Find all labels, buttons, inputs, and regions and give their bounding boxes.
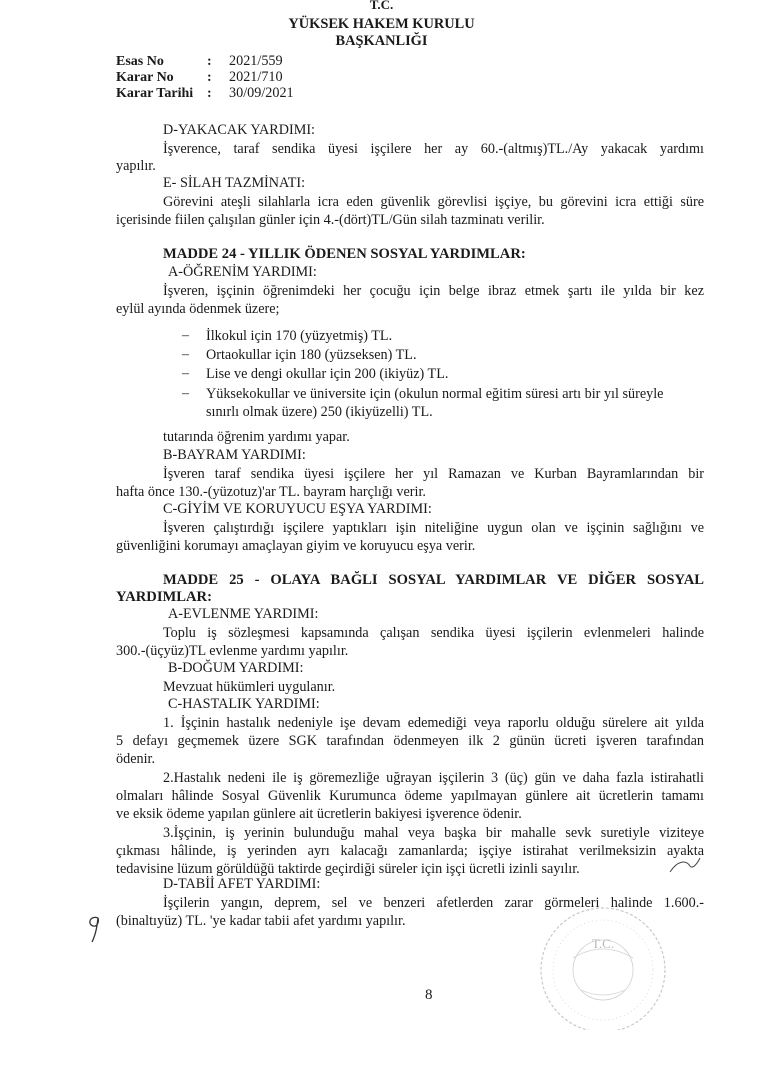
page-number: 8 (425, 987, 433, 1003)
list-item-universite-line1: Yüksekokullar ve üniversite için (okulun normal eğitim süresi artı bir yıl süreyle (206, 386, 664, 402)
madde-25-a-line2: 300.-(üçyüz)TL evlenme yardımı yapılır. (116, 643, 349, 659)
madde-24-c-line2: güvenliğini korumayı amaçlayan giyim ve koruyucu eşya verir. (116, 538, 476, 554)
list-dash: – (182, 328, 189, 343)
esas-no-value: 2021/559 (229, 53, 283, 69)
header-tc: T.C. (369, 0, 394, 10)
e-silah-line1: Görevini ateşli silahlarla icra eden güvenlik görevlisi işçiye, bu görevini icra ettiği süre (163, 194, 704, 210)
madde-25-b-line1: Mevzuat hükümleri uygulanır. (163, 679, 336, 695)
madde-25-c2-line1: 2.Hastalık nedeni ile iş göremezliğe uğrayan işçilerin 3 (üç) gün ve daha fazla istirahatli (163, 770, 704, 786)
list-dash: – (182, 366, 189, 381)
list-item-ilkokul: İlkokul için 170 (yüzyetmiş) TL. (206, 328, 393, 344)
d-yakacak-line2: yapılır. (116, 158, 156, 174)
handwritten-mark (84, 912, 106, 946)
madde-25-a-title: A-EVLENME YARDIMI: (168, 606, 319, 622)
madde-24-a-title: A-ÖĞRENİM YARDIMI: (168, 264, 317, 280)
madde-25-c2-line2: olmaları hâlinde Sosyal Güvenlik Kurumunca ödeme yapılmayan günlere ait ücretlerin tamamı (116, 788, 704, 804)
d-yakacak-line1: İşverence, taraf sendika üyesi işçilere her ay 60.-(altmış)TL./Ay yakacak yardımı (163, 141, 704, 157)
madde-24-title: MADDE 24 - YILLIK ÖDENEN SOSYAL YARDIMLAR: (163, 246, 526, 262)
madde-25-c-title: C-HASTALIK YARDIMI: (168, 696, 320, 712)
list-item-lise: Lise ve dengi okullar için 200 (ikiyüz) TL. (206, 366, 449, 382)
karar-tarihi-value: 30/09/2021 (229, 85, 294, 101)
madde-24-a-line2: eylül ayında ödenmek üzere; (116, 301, 280, 317)
madde-25-d-title: D-TABİİ AFET YARDIMI: (163, 876, 321, 892)
official-seal-stamp (503, 900, 703, 1030)
madde-25-a-line1: Toplu iş sözleşmesi kapsamında çalışan sendika üyesi işçilerin evlenmeleri halinde (163, 625, 704, 641)
madde-25-d-line1: İşçilerin yangın, deprem, sel ve benzeri afetlerden zarar görmeleri halinde 1.600.- (163, 895, 704, 911)
madde-24-c-line1: İşveren çalıştırdığı işçilere yaptıkları işin niteliğine uygun olan ve işçinin sağlığını ve (163, 520, 704, 536)
d-yakacak-title: D-YAKACAK YARDIMI: (163, 122, 315, 138)
madde-25-title-line2: YARDIMLAR: (116, 589, 212, 605)
madde-25-d-line2: (binaltıyüz) TL. 'ye kadar tabii afet yardımı yapılır. (116, 913, 406, 929)
karar-no-value: 2021/710 (229, 69, 283, 85)
karar-tarihi-colon: : (207, 86, 212, 101)
madde-25-b-title: B-DOĞUM YARDIMI: (168, 660, 304, 676)
esas-no-label: Esas No (116, 54, 164, 69)
list-dash: – (182, 347, 189, 362)
header-department: BAŞKANLIĞI (335, 33, 428, 49)
madde-24-a-end: tutarında öğrenim yardımı yapar. (163, 429, 350, 445)
madde-24-b-title: B-BAYRAM YARDIMI: (163, 447, 306, 463)
karar-no-label: Karar No (116, 70, 174, 85)
header-institution: YÜKSEK HAKEM KURULU (288, 16, 475, 32)
e-silah-line2: içerisinde fiilen çalışılan günler için 4.-(dört)TL/Gün silah tazminatı verilir. (116, 212, 545, 228)
madde-24-b-line2: hafta önce 130.-(yüzotuz)'ar TL. bayram harçlığı verir. (116, 484, 426, 500)
madde-25-c1-line3: ödenir. (116, 751, 156, 767)
signature-mark (668, 856, 702, 876)
e-silah-title: E- SİLAH TAZMİNATI: (163, 175, 306, 191)
esas-no-colon: : (207, 54, 212, 69)
madde-25-c2-line3: ve eksik ödeme yapılan günlere ait ücretlerin bakiyesi işverence ödenir. (116, 806, 522, 822)
madde-25-c3-line3: tedavisine lüzum görüldüğü taktirde geçirdiği süreler için işçi ücretli izinli sayılır. (116, 861, 580, 877)
madde-24-a-line1: İşveren, işçinin öğrenimdeki her çocuğu için belge ibraz etmek şartı ile yılda bir kez (163, 283, 704, 299)
list-dash: – (182, 386, 189, 401)
madde-25-c3-line2: çıkması hâlinde, iş yerinden ayrı kalacağı zamanlarda; işçiye istirahat verilmeksizin ayakta (116, 843, 704, 859)
madde-25-c3-line1: 3.İşçinin, iş yerinin bulunduğu mahal veya başka bir mahalle sevk suretiyle viziteye (163, 825, 704, 841)
madde-25-title-line1: MADDE 25 - OLAYA BAĞLI SOSYAL YARDIMLAR VE DİĞER SOSYAL (163, 572, 704, 588)
list-item-universite-line2: sınırlı olmak üzere) 250 (ikiyüzelli) TL. (206, 404, 433, 420)
madde-25-c1-line2: 5 defayı geçmemek üzere SGK tarafından ödenmeyen ilk 2 günün ücreti işveren tarafından (116, 733, 704, 749)
madde-25-c1-line1: 1. İşçinin hastalık nedeniyle işe devam edemediği veya raporlu olduğu sürelere ait yılda (163, 715, 704, 731)
madde-24-b-line1: İşveren taraf sendika üyesi işçilere her yıl Ramazan ve Kurban Bayramlarından bir (163, 466, 704, 482)
stamp-text: T.C. (591, 936, 615, 951)
list-item-ortaokul: Ortaokullar için 180 (yüzseksen) TL. (206, 347, 417, 363)
madde-24-c-title: C-GİYİM VE KORUYUCU EŞYA YARDIMI: (163, 501, 432, 517)
karar-no-colon: : (207, 70, 212, 85)
karar-tarihi-label: Karar Tarihi (116, 86, 194, 101)
